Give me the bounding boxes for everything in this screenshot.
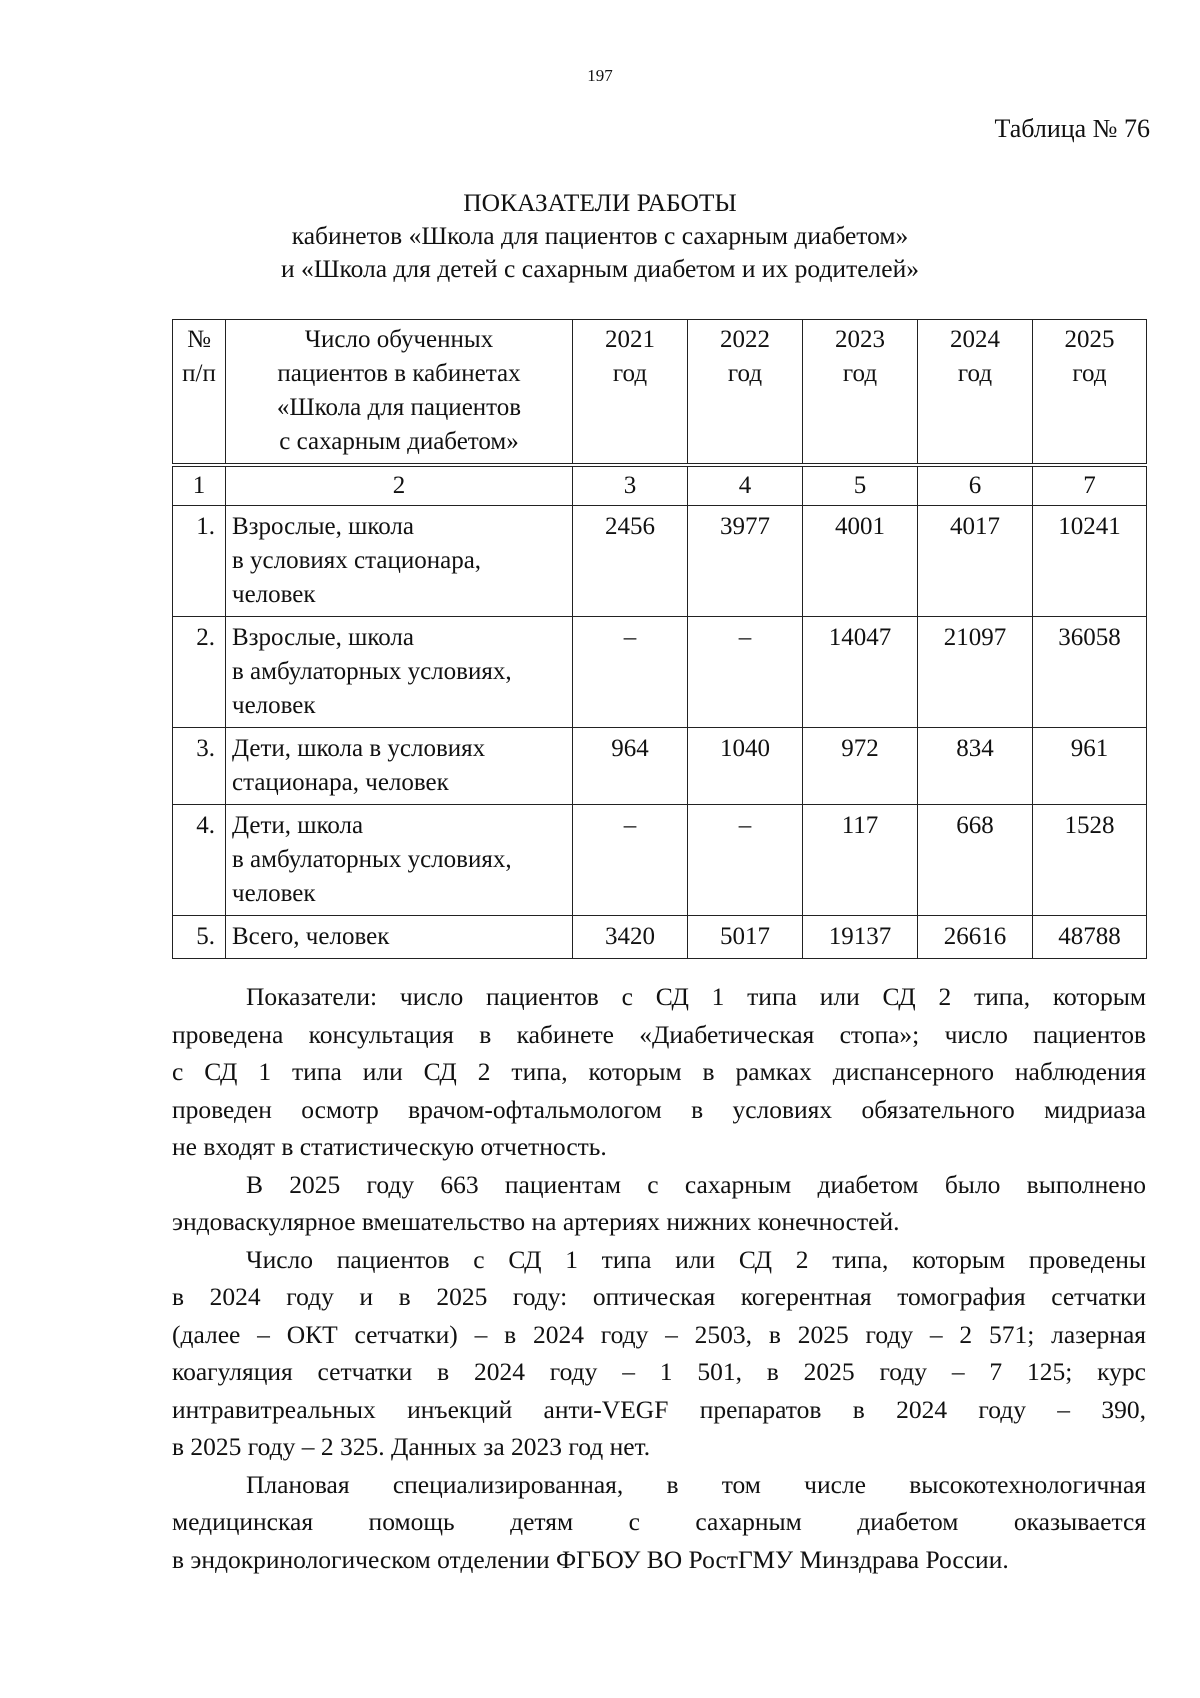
paragraph-endovascular — [172, 1166, 1146, 1241]
paragraph-retina — [172, 1241, 1146, 1466]
row-value-2025: 961 — [1033, 728, 1147, 805]
row-label — [226, 617, 573, 728]
row-value-2023: 972 — [803, 728, 918, 805]
row-label — [226, 728, 573, 805]
row-value-2023: 4001 — [803, 506, 918, 617]
text-line: Плановая специализированная, в том числе высокотехнологичная — [246, 1469, 1146, 1499]
row-label-line: Всего, человек — [232, 923, 390, 950]
row-label-line: в амбулаторных условиях, — [232, 846, 512, 873]
page-number: 197 — [587, 66, 613, 85]
row-value-2023: 117 — [803, 805, 918, 916]
text-line: коагуляция сетчатки в 2024 году – 1 501, в 2025 году – 7 125; курс — [172, 1357, 1146, 1386]
table-total-row — [173, 916, 1147, 959]
row-label-line: в условиях стационара, — [232, 547, 482, 574]
header-year: 2022 — [720, 326, 770, 353]
title-line-2: кабинетов «Школа для пациентов с сахарным диабетом» — [291, 221, 909, 250]
header-label-line: с сахарным диабетом» — [279, 428, 519, 455]
header-year: 2023 — [835, 326, 885, 353]
text-line: в 2025 году – 2 325. Данных за 2023 год нет. — [172, 1432, 651, 1461]
text-line: медицинская помощь детям с сахарным диабетом оказывается — [172, 1507, 1146, 1536]
row-value-2021: – — [573, 617, 688, 728]
text-line: эндоваскулярное вмешательство на артериях нижних конечностей. — [172, 1207, 900, 1236]
header-label-line: «Школа для пациентов — [276, 394, 522, 421]
table-row — [173, 805, 1147, 916]
row-label-line: человек — [232, 692, 316, 719]
title-line-1: ПОКАЗАТЕЛИ РАБОТЫ — [463, 188, 737, 217]
header-year-unit: год — [612, 360, 648, 387]
header-label-cell — [226, 320, 573, 466]
row-value-2024: 834 — [918, 728, 1033, 805]
row-value-2022: – — [688, 805, 803, 916]
row-number: 5. — [173, 916, 226, 959]
row-value-2022: 1040 — [688, 728, 803, 805]
header-year-cell — [573, 320, 688, 466]
paragraph-indicators — [172, 978, 1146, 1166]
text-line: Число пациентов с СД 1 типа или СД 2 типа, которым проведены — [246, 1244, 1146, 1274]
header-num-line: п/п — [182, 360, 216, 387]
row-value-2022: – — [688, 617, 803, 728]
text-line: с СД 1 типа или СД 2 типа, которым в рамках диспансерного наблюдения — [172, 1057, 1146, 1086]
statistics-table — [172, 319, 1147, 959]
row-value-2023: 19137 — [803, 916, 918, 959]
column-number: 3 — [573, 465, 688, 506]
text-line: не входят в статистическую отчетность. — [172, 1132, 607, 1161]
table-label: Таблица № 76 — [994, 114, 1150, 143]
paragraph-planned-care — [172, 1466, 1146, 1579]
row-value-2025: 1528 — [1033, 805, 1147, 916]
table-row — [173, 506, 1147, 617]
header-year-cell — [918, 320, 1033, 466]
row-value-2024: 21097 — [918, 617, 1033, 728]
row-value-2023: 14047 — [803, 617, 918, 728]
header-year: 2024 — [950, 326, 1000, 353]
row-value-2024: 668 — [918, 805, 1033, 916]
header-year-unit: год — [842, 360, 878, 387]
column-number: 7 — [1033, 465, 1147, 506]
row-value-2021: 964 — [573, 728, 688, 805]
row-number: 2. — [173, 617, 226, 728]
row-value-2024: 26616 — [918, 916, 1033, 959]
header-year-cell — [688, 320, 803, 466]
row-value-2021: 2456 — [573, 506, 688, 617]
row-value-2021: – — [573, 805, 688, 916]
header-label-line: Число обученных — [304, 326, 494, 353]
text-line: в 2024 году и в 2025 году: оптическая когерентная томография сетчатки — [172, 1282, 1146, 1311]
text-line: проведена консультация в кабинете «Диабетическая стопа»; число пациентов — [172, 1019, 1146, 1049]
row-number: 4. — [173, 805, 226, 916]
document-title — [0, 186, 1200, 285]
row-value-2021: 3420 — [573, 916, 688, 959]
header-year-unit: год — [1072, 360, 1107, 387]
table-row — [173, 728, 1147, 805]
row-label — [226, 916, 573, 959]
column-number: 2 — [226, 465, 573, 506]
text-line: проведен осмотр врачом-офтальмологом в условиях обязательного мидриаза — [172, 1094, 1146, 1124]
header-year-unit: год — [727, 360, 763, 387]
row-label-line: стационара, человек — [232, 769, 449, 796]
header-num-cell — [173, 320, 226, 466]
row-value-2022: 5017 — [688, 916, 803, 959]
header-year-cell — [803, 320, 918, 466]
header-year-unit: год — [957, 360, 993, 387]
column-number: 5 — [803, 465, 918, 506]
header-year: 2021 — [605, 326, 655, 353]
row-label — [226, 506, 573, 617]
row-value-2025: 48788 — [1033, 916, 1147, 959]
table-header-row — [173, 320, 1147, 466]
table-row — [173, 617, 1147, 728]
header-year-cell — [1033, 320, 1147, 466]
row-value-2024: 4017 — [918, 506, 1033, 617]
row-label — [226, 805, 573, 916]
header-year: 2025 — [1064, 326, 1115, 353]
row-label-line: Дети, школа в условиях — [232, 735, 486, 762]
row-value-2025: 36058 — [1033, 617, 1147, 728]
row-number: 1. — [173, 506, 226, 617]
text-line: Показатели: число пациентов с СД 1 типа или СД 2 типа, которым — [246, 982, 1146, 1011]
header-label-line: пациентов в кабинетах — [277, 360, 521, 387]
row-label-line: человек — [232, 880, 316, 907]
row-label-line: Дети, школа — [232, 812, 364, 839]
row-label-line: Взрослые, школа — [232, 624, 415, 651]
text-line: (далее – ОКТ сетчатки) – в 2024 году – 2503, в 2025 году – 2 571; лазерная — [172, 1319, 1146, 1349]
column-number: 4 — [688, 465, 803, 506]
header-num-line: № — [187, 326, 211, 353]
row-label-line: в амбулаторных условиях, — [232, 658, 512, 685]
row-label-line: Взрослые, школа — [232, 513, 415, 540]
column-number: 6 — [918, 465, 1033, 506]
row-label-line: человек — [232, 581, 316, 608]
text-line: в эндокринологическом отделении ФГБОУ ВО РостГМУ Минздрава России. — [172, 1544, 1009, 1574]
column-number: 1 — [173, 465, 226, 506]
column-numbers-row — [173, 465, 1147, 506]
title-line-3: и «Школа для детей с сахарным диабетом и их родителей» — [281, 254, 919, 283]
text-line: интравитреальных инъекций анти-VEGF препаратов в 2024 году – 390, — [172, 1394, 1146, 1424]
text-line: В 2025 году 663 пациентам с сахарным диабетом было выполнено — [246, 1169, 1146, 1199]
row-number: 3. — [173, 728, 226, 805]
row-value-2022: 3977 — [688, 506, 803, 617]
row-value-2025: 10241 — [1033, 506, 1147, 617]
body-text — [172, 978, 1146, 1578]
